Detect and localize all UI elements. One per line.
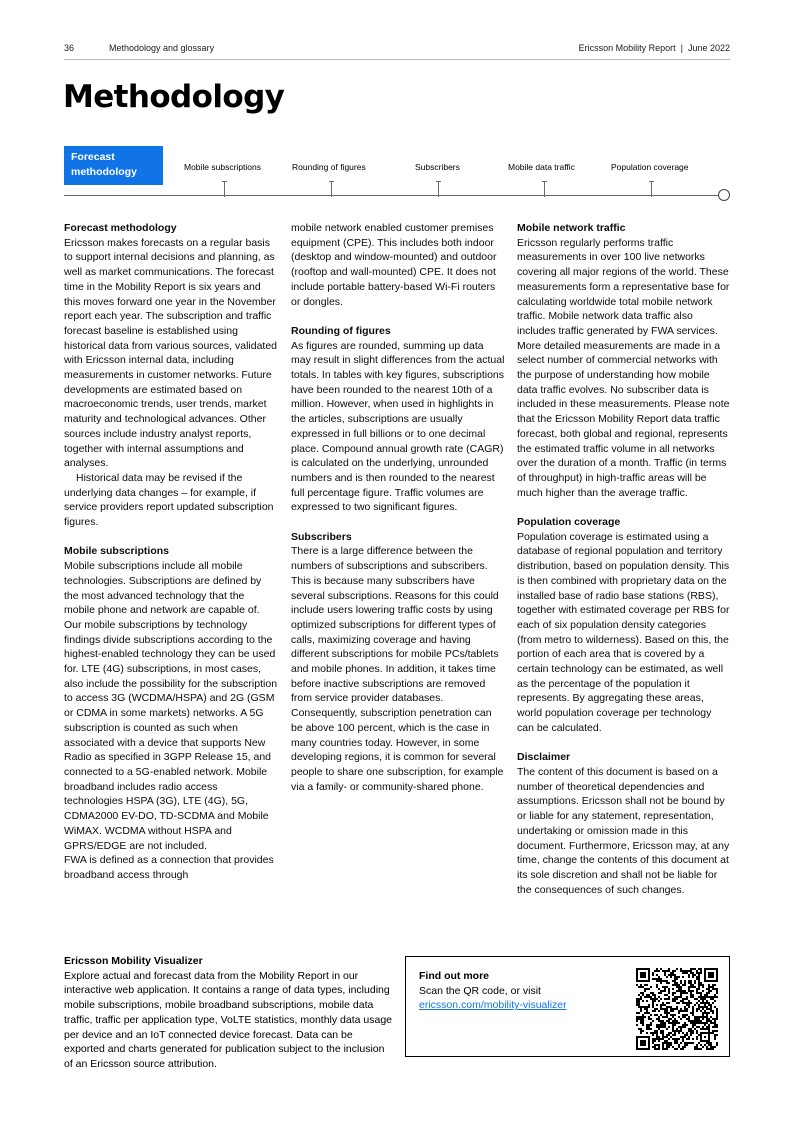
column-1	[64, 221, 278, 883]
column-3	[517, 221, 731, 897]
heading-rounding-of-figures: Rounding of figures	[291, 324, 391, 337]
nav-item-rounding-of-figures[interactable]: Rounding of figures	[292, 162, 366, 172]
heading-mobile-network-traffic: Mobile network traffic	[517, 222, 626, 234]
paragraph: The content of this document is based on a number of theoretical dependencies and assumptions. Ericsson shall not be bound by or liable for any statement, representation, undertaking or omission made in this document. Furthermore, Ericsson may, at any time, change the contents of this document at its sole discretion and shall not be liable for the consequences of such changes.	[517, 765, 730, 896]
paragraph: Explore actual and forecast data from the Mobility Report in our interactive web application. It contains a range of data types, including mobile subscriptions, mobile broadband subscriptions, mobile data traffic, traffic per application type, VoLTE statistics, monthly data usage per device and an IoT connected device forecast. Data can be exported and charts generated for publication subject to the inclusion of an Ericsson source attribution.	[64, 969, 393, 1070]
find-out-more-text: Scan the QR code, or visit	[419, 984, 541, 997]
running-section-title: Methodology and glossary	[109, 43, 215, 53]
visualizer-section	[64, 954, 394, 1072]
nav-item-mobile-subscriptions[interactable]: Mobile subscriptions	[184, 162, 262, 172]
column-2	[291, 221, 505, 794]
page-number: 36	[64, 43, 75, 53]
paragraph: Ericsson makes forecasts on a regular basis to support internal decisions and planning, as well as market communications. The forecast time in the Mobility Report is six years and this moves forward one year in the November report each year. The subscription and traffic forecast baseline is established using historical data from various sources, validated with Ericsson internal data, including measurements in customer networks. Future developments are estimated based on macroeconomic trends, user trends, market maturity and technological advances. Other sources include industry analyst reports, together with internal assumptions and analyses.	[64, 236, 278, 470]
heading-mobile-subscriptions: Mobile subscriptions	[64, 545, 170, 558]
nav-item-mobile-data-traffic[interactable]: Mobile data traffic	[508, 162, 575, 172]
timeline-end-circle-icon	[718, 189, 730, 201]
find-out-more-box	[405, 956, 730, 1057]
paragraph: As figures are rounded, summing up data may result in slight differences from the actual totals. In tables with key figures, subscriptions have been rounded to the nearest 10th of a million. However, when used in highlights in the articles, subscriptions are usually expressed in full billions or to one decimal place. Compound annual growth rate (CAGR) is calculated on the underlying, unrounded numbers and is then rounded to the nearest full percentage figure. Traffic volumes are expressed to two significant figures.	[291, 339, 505, 514]
header-rule	[64, 59, 730, 60]
nav-item-forecast-methodology[interactable]	[64, 146, 163, 185]
heading-subscribers: Subscribers	[291, 530, 352, 543]
paragraph: Population coverage is estimated using a database of regional population and territory distribution, based on population density. This is then combined with proprietary data on the installed base of radio base stations (RBS), together with estimated coverage per RBS for each of six population density categories (from metro to wilderness). Based on this, the portion of each area that is covered by a certain technology can be estimated, as well as the percentage of the population it represents. By aggregating these areas, world population coverage per technology can be calculated.	[517, 530, 730, 734]
paragraph: Historical data may be revised if the underlying data changes – for example, if service providers report updated subscription figures.	[64, 471, 274, 529]
paragraph: There is a large difference between the numbers of subscriptions and subscribers. This is because many subscribers have several subscriptions. Reasons for this could include users lowering traffic costs by using optimized subscriptions for different types of calls, maximizing coverage and having different subscriptions for mobile PCs/tablets and mobile phones. In addition, it takes time before inactive subscriptions are removed from service provider databases. Consequently, subscription penetration can be above 100 percent, which is the case in many countries today. However, in some developing regions, it is common for several people to share one subscription, for example via a family- or community-shared phone.	[291, 545, 504, 793]
find-out-more-title: Find out more	[419, 970, 489, 982]
heading-visualizer: Ericsson Mobility Visualizer	[64, 955, 203, 967]
heading-population-coverage: Population coverage	[517, 516, 621, 529]
qr-code-icon[interactable]	[636, 968, 718, 1050]
paragraph: mobile network enabled customer premises equipment (CPE). This includes both indoor (desktop and window-mounted) and outdoor (rooftop and wall-mounted) CPE. It does not include portable battery-based Wi-Fi routers or dongles.	[291, 222, 497, 308]
nav-active-label-line1: Forecast	[71, 151, 115, 163]
nav-item-subscribers[interactable]: Subscribers	[415, 162, 460, 172]
paragraph: FWA is defined as a connection that provides broadband access through	[64, 854, 274, 881]
visualizer-link[interactable]: ericsson.com/mobility-visualizer	[419, 999, 567, 1012]
paragraph: Mobile subscriptions include all mobile technologies. Subscriptions are defined by the most advanced technology that the mobile phone and network are capable of. Our mobile subscriptions by technology findings divide subscriptions according to the highest-enabled technology they can be used for. LTE (4G) subscriptions, in most cases, also include the possibility for the subscription to access 3G (WCDMA/HSPA) and 2G (GSM or CDMA in some markets) networks. A 5G subscription is counted as such when associated with a device that supports New Radio as specified in 3GPP Release 15, and connected to a 5G-enabled network. Mobile broadband includes radio access technologies HSPA (3G), LTE (4G), 5G, CDMA2000 EV-DO, TD-SCDMA and Mobile WiMAX. WCDMA without HSPA and GPRS/EDGE are not included.	[64, 560, 278, 852]
heading-forecast-methodology: Forecast methodology	[64, 222, 177, 234]
heading-disclaimer: Disclaimer	[517, 751, 571, 764]
page-title: Methodology	[63, 79, 285, 115]
running-publication-title: Ericsson Mobility Report | June 2022	[578, 43, 730, 53]
nav-item-population-coverage[interactable]: Population coverage	[611, 162, 689, 172]
nav-timeline	[64, 195, 719, 196]
paragraph: Ericsson regularly performs traffic measurements in over 100 live networks covering all major regions of the world. These measurements form a representative base for calculating worldwide total mobile network traffic. Mobile network data traffic also includes traffic generated by FWA services. More detailed measurements are made in a select number of commercial networks with the purpose of understanding how mobile data traffic evolves. No subscriber data is included in these measurements. Please note that the Ericsson Mobility Report data traffic forecast, both global and regional, represents the estimated traffic volume in all networks over the duration of a month. Traffic (in terms of throughput) in high-traffic areas will be much higher than the average traffic.	[517, 236, 730, 499]
nav-active-label-line2: methodology	[71, 166, 137, 178]
